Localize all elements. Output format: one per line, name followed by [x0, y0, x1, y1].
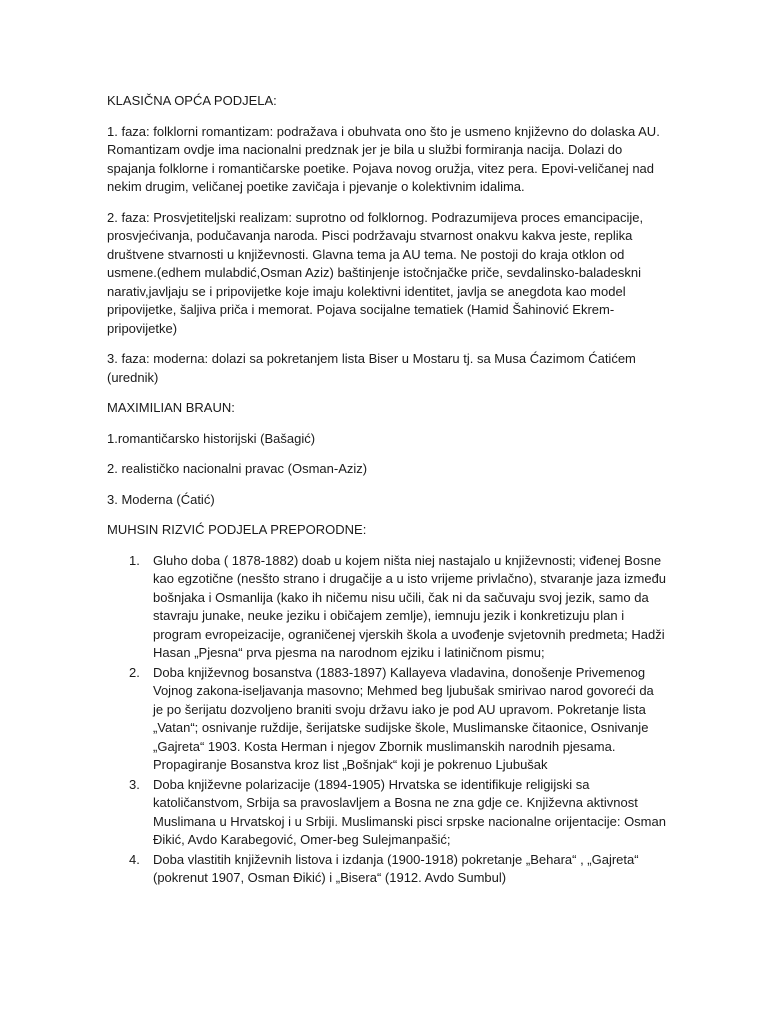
list-item-text: Doba književnog bosanstva (1883-1897) Kallayeva vladavina, donošenje Privemenog Vojnog zakona-iseljavanja masovno; Mehmed beg ljubušak smirivao narod govoreći da je po šerijatu dozvoljeno braniti svoju državu iako je pod AU upravom. Pokretanje lista „Vatan“; osnivanje ruždije, šerijatske sudijske škole, Muslimanske čitaonice, Osnivanje „Gajreta“ 1903. Kosta Herman i njegov Zbornik muslimanskih narodnih pjesama. Propagiranje Bosanstva kroz list „Bošnjak“ koji je pokrenuo Ljubušak — [153, 664, 654, 772]
list-item — [107, 851, 667, 888]
list-item-text: Doba vlastitih književnih listova i izdanja (1900-1918) pokretanje „Behara“ , „Gajreta“ (pokrenut 1907, Osman Đikić) i „Bisera“ (1912. Avdo Sumbul) — [153, 851, 639, 885]
braun-heading: MAXIMILIAN BRAUN: — [107, 400, 235, 415]
classic-division-heading: KLASIČNA OPĆA PODJELA: — [107, 93, 277, 108]
rizvic-list — [107, 552, 667, 888]
phase-1-paragraph: 1. faza: folklorni romantizam: podražava i obuhvata ono što je usmeno književno do dolaska AU. Romantizam ovdje ima nacionalni predznak jer je bila u službi formiranja nacija. Dolazi do spajanja folklorne i romantičarske poetike. Pojava novog oružja, vitez pera. Epovi-veličanej nad nekim drugim, veličanej poetike zavičaja i pjevanje o kolektivnim idalima. — [107, 123, 660, 194]
list-item-text: Doba književne polarizacije (1894-1905) Hrvatska se identifikuje religijski sa katoličanstvom, Srbija sa pravoslavljem a Bosna ne zna gdje ce. Književna aktivnost Muslimana u Hrvatskoj i u Srbiji. Muslimanski pisci srpske nacionalne orijentacije: Osman Đikić, Avdo Karabegović, Omer-beg Sulejmanpašić; — [153, 776, 666, 847]
braun-item-3: 3. Moderna (Ćatić) — [107, 491, 215, 507]
document-page — [107, 92, 667, 889]
braun-item-1: 1.romantičarsko historijski (Bašagić) — [107, 430, 316, 446]
phase-2-paragraph: 2. faza: Prosvjetiteljski realizam: suprotno od folklornog. Podrazumijeva proces emancipacije, prosvjećivanja, podučavanja naroda. Pisci podržavaju stvarnost onakvu kakva jeste, replika društvene stvarnosti u književnosti. Glavna tema ja AU tema. Ne postoji do kraja otklon od usmene.(edhem mulabdić,Osman Aziz) baštinjenje istočnjačke priče, sevdalinsko-baladeskni narativ,javljaju se i pripovijetke koje imaju kolektivni identitet, javlja se anegdota kao model pripovijetke, šaljiva priča i memorat. Pojava socijalne tematiek (Hamid Šahinović Ekrem-pripovijetke) — [107, 209, 644, 336]
list-item-text: Gluho doba ( 1878-1882) doab u kojem ništa niej nastajalo u književnosti; viđenej Bosne kao egzotične (nesšto strano i drugačije a u isto vrijeme privlačno), stvaranje jaza između bošnjaka i Osmanlija (kako ih ničemu nisu učili, čak ni da sačuvaju svoj jezik, samo da stavraju junake, neuke jeziku i običajem zemlje), iemnuju jezik i konkretizuju plan i program evropeizacije, ograničenej vjerskih škola a uvođenje svjetovnih predmeta; Hadži Hasan „Pjesna“ prva pjesma na narodnom ejziku i latiničnom pismu; — [153, 552, 667, 660]
list-item — [107, 552, 667, 663]
list-item — [107, 776, 667, 850]
list-item-number: 2. — [129, 664, 140, 680]
rizvic-heading: MUHSIN RIZVIĆ PODJELA PREPORODNE: — [107, 522, 367, 537]
list-item — [107, 664, 667, 775]
list-item-number: 1. — [129, 552, 140, 568]
list-item-number: 3. — [129, 776, 140, 792]
braun-item-2: 2. realističko nacionalni pravac (Osman-Aziz) — [107, 461, 368, 476]
list-item-number: 4. — [129, 851, 140, 867]
phase-3-paragraph: 3. faza: moderna: dolazi sa pokretanjem lista Biser u Mostaru tj. sa Musa Ćazimom Ćatićem (urednik) — [107, 351, 636, 385]
